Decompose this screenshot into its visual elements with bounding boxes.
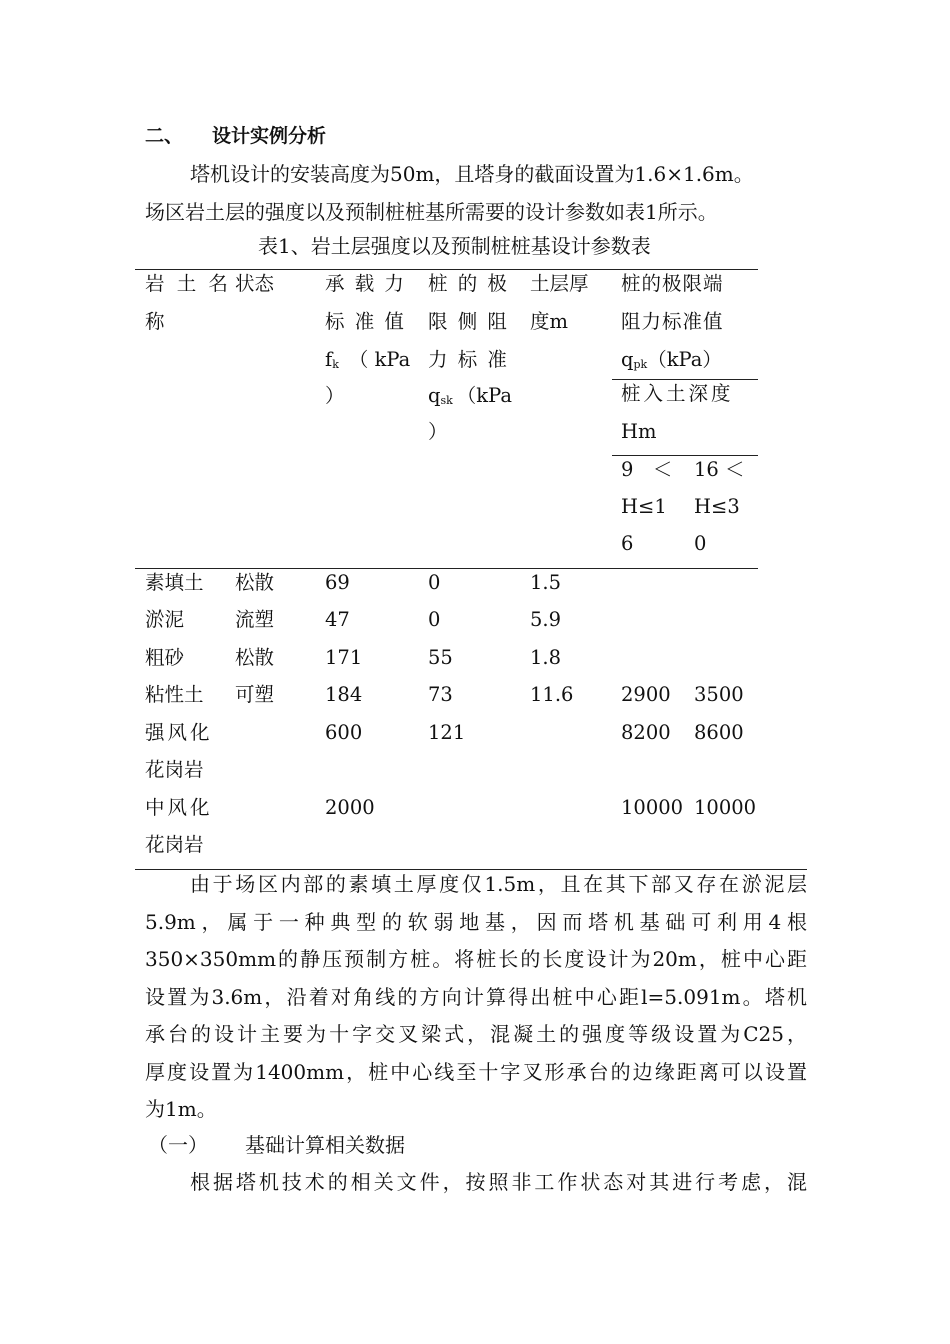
qpk-sub-rule: [612, 379, 758, 380]
table-bottom-rule: [135, 869, 807, 870]
table-caption: 表1、岩土层强度以及预制桩桩基设计参数表: [258, 234, 651, 258]
intro-line-1: 塔机设计的安装高度为50m，且塔身的截面设置为1.6×1.6m。: [190, 162, 754, 186]
depth-sub-rule: [612, 455, 758, 456]
para1-line-1: 由于场区内部的素填土厚度仅1.5m，且在其下部又存在淤泥层: [190, 872, 807, 896]
header-state: 状态: [235, 272, 275, 295]
section-title: 设计实例分析: [212, 125, 327, 147]
para2-line-1: 根据塔机技术的相关文件，按照非工作状态对其进行考虑，混: [190, 1170, 807, 1194]
para1-line-5: 承台的设计主要为十字交叉梁式，混凝土的强度等级设置为C25，: [145, 1022, 807, 1046]
header-bottom-rule: [135, 568, 758, 569]
table-top-rule: [135, 269, 758, 270]
para1-line-6: 厚度设置为1400mm，桩中心线至十字叉形承台的边缘距离可以设置: [145, 1060, 807, 1084]
section-number: 二、: [145, 125, 184, 147]
para1-line-7: 为1m。: [145, 1097, 217, 1121]
subsection-title: 基础计算相关数据: [245, 1133, 405, 1157]
para1-line-3: 350×350mm的静压预制方桩。将桩长的长度设计为20m，桩中心距: [145, 947, 807, 971]
subsection-number: （一）: [148, 1133, 208, 1157]
intro-line-2: 场区岩土层的强度以及预制桩桩基所需要的设计参数如表1所示。: [145, 200, 718, 224]
para1-line-4: 设置为3.6m，沿着对角线的方向计算得出桩中心距l=5.091m。塔机: [145, 985, 807, 1009]
document-page: 二、 设计实例分析 塔机设计的安装高度为50m，且塔身的截面设置为1.6×1.6m。 场区岩土层的强度以及预制桩桩基所需要的设计参数如表1所示。 表1、岩土层强度以及预制桩桩基设计参数表 岩 土 名 称 状态 承 载 力 标 准 值 fk （ kPa ） 桩 的 极 限 侧 阻 力 标 准 qsk （kPa ） 土层厚 度m 桩的极限端 阻力标准值 qpk（kPa） 桩入土深度 Hm 9 ＜ H≤1 6 16 ＜ H≤3 0 素填土 松散 69 0 1.5 淤泥 流塑 47 0 5.9 粗砂 松散 171 55 1.8 粘性土 可塑 184 73 11.6 2900 3500 强风化 花岗岩 600 121 8200 8600 中风化 花岗岩 2000 10000 10000 由于场区内部的素填土厚度仅1.5m，且在其下部又存在淤泥层 5.9m，属于一种典型的软弱地基，因而塔机基础可利用4根 350×350mm的静压预制方桩。将桩长的长度设计为20m，桩中心距 设置为3.6m，沿着对角线的方向计算得出桩中心距l=5.091m。塔机 承台的设计主要为十字交叉梁式，混凝土的强度等级设置为C25， 厚度设置为1400mm，桩中心线至十字叉形承台的边缘距离可以设置 为1m。 （一） 基础计算相关数据 根据塔机技术的相关文件，按照非工作状态对其进行考虑，混: [0, 0, 950, 1344]
para1-line-2: 5.9m，属于一种典型的软弱地基，因而塔机基础可利用4根: [145, 910, 807, 934]
